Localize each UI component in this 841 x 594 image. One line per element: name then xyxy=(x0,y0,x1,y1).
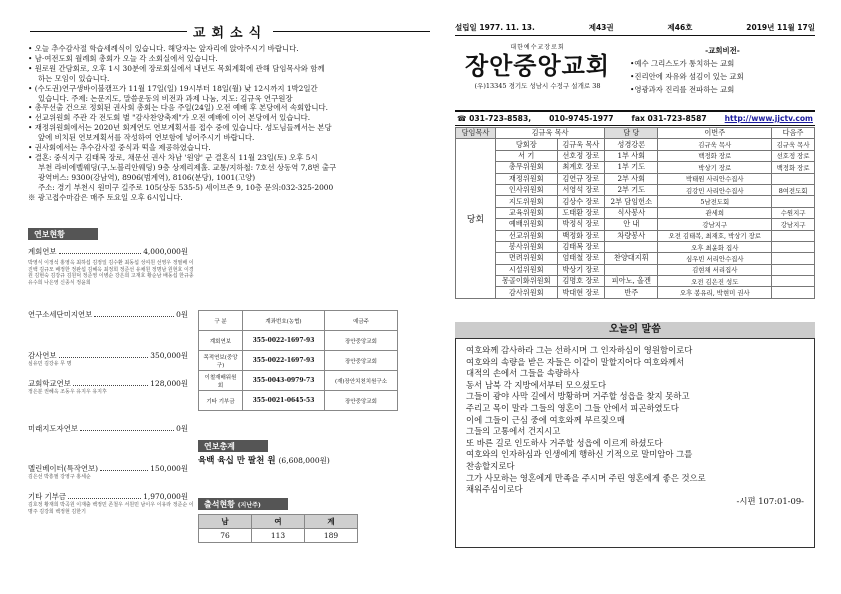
etc-row xyxy=(28,491,188,502)
committee-person: 백정화 장로 xyxy=(557,230,605,241)
total-heading: 연보총계 xyxy=(198,440,268,452)
notice-item: 광역버스: 9300(강남역), 8906(범계역), 8106(분당), 1001(고양) xyxy=(38,172,256,182)
staff-row xyxy=(456,241,815,252)
church-vision xyxy=(630,44,815,96)
tithe-label: 계회연보 xyxy=(28,247,57,256)
notice-item: 부천 라비에벨웨딩(구,노블리안웨딩) 9층 상제리제홀. 교통/지하철: 7호선 상동역 7,8번 출구 xyxy=(38,162,337,172)
attendance-header-total: 계 xyxy=(305,515,358,529)
staff-row xyxy=(456,264,815,275)
offering-research xyxy=(28,309,188,320)
staff-row xyxy=(456,162,815,173)
duty-person: 김규욱 목사 xyxy=(658,139,772,150)
tithe-amount: 4,000,000원 xyxy=(143,247,188,256)
church-address: (우)13345 경기도 성남시 수정구 설개로 38 xyxy=(474,82,601,90)
committee-name: 선교위원회 xyxy=(496,230,558,241)
church-name: 장안중앙교회 xyxy=(464,52,611,80)
website-link[interactable]: http://www.jjctv.com xyxy=(724,114,813,123)
duty-person: 수원지구 xyxy=(772,207,815,218)
account-number: 355-0043-0979-73 xyxy=(243,371,325,391)
scripture-line: 대적의 손에서 그들을 속량하사 xyxy=(466,368,580,379)
scripture-line: 주리고 목이 말라 그들의 영혼이 그들 안에서 피곤하였도다 xyxy=(466,402,679,413)
duty-person: 오후 최윤화 집사 xyxy=(658,241,772,252)
committee-person: 김연규 장로 xyxy=(557,173,605,184)
offering-tithe xyxy=(28,246,198,286)
etc-names: 김호정 황재희 박곡원 이재출 백정민 존철우 서원민 남이우 이유라 정준순 이명주 김강희 백정현 김한기 xyxy=(28,502,194,515)
notice-item: 앞에 비치된 연보계획서를 작성하여 연보함에 넣어주시기 바랍니다. xyxy=(38,133,255,143)
committee-name: 면려위원회 xyxy=(496,253,558,264)
duty-person: 김규욱 목사 xyxy=(772,139,815,150)
thanks-amount: 350,000원 xyxy=(150,351,188,360)
staff-row xyxy=(456,139,815,150)
staff-header-cell: 담 당 xyxy=(605,128,658,139)
account-table xyxy=(198,310,398,411)
building-row xyxy=(28,378,188,389)
tithe-row xyxy=(28,246,188,257)
duty-person: 관세희 xyxy=(658,207,772,218)
committee-name: 교육위원회 xyxy=(496,207,558,218)
committee-name: 재정위원회 xyxy=(496,173,558,184)
vision-line: •영광과자 진리를 전파하는 교회 xyxy=(630,85,735,94)
staff-row xyxy=(456,253,815,264)
todays-word-heading: 오늘의 말씀 xyxy=(455,322,815,338)
account-type: 이철재배워원회 xyxy=(199,371,243,391)
duty-name: 2부 기도 xyxy=(605,184,658,195)
duty-person: 백정화 장로 xyxy=(772,162,815,173)
attendance-heading-text: 출석현황 xyxy=(204,499,235,509)
denomination: 대한예수교장로회 xyxy=(510,44,565,51)
staff-row xyxy=(456,173,815,184)
account-row xyxy=(199,371,398,391)
duty-person: 강남지구 xyxy=(772,219,815,230)
duty-person: 김현채 서리집사 xyxy=(658,264,772,275)
notice-item: • 재정위원회에서는 2020년 회계연도 연보계획서를 접수 중에 있습니다. 성도님들께서는 본당 xyxy=(28,123,332,133)
notice-item: • 남·여전도회 월례회 총회가 오늘 각 소회실에서 있습니다. xyxy=(28,53,218,63)
mercy-label: 멜린베이터(특작연보) xyxy=(28,464,99,473)
scripture-line: 이에 그들이 근심 중에 여호와께 부르짖으매 xyxy=(466,414,625,425)
committee-name: 감사위원회 xyxy=(496,287,558,298)
vision-title: -교회비전- xyxy=(705,46,740,55)
duty-person xyxy=(772,276,815,287)
mercy-names: 김은선 박흥필 강영구 홍세순 xyxy=(28,474,91,480)
attendance-sub: (지난주) xyxy=(237,502,261,509)
research-label: 연구소세단미지연보 xyxy=(28,310,93,319)
duty-person xyxy=(772,253,815,264)
scripture-line: 동서 남북 각 지방에서부터 모으셨도다 xyxy=(466,379,607,390)
staff-header-cell: 다음주 xyxy=(772,128,815,139)
attendance-male: 76 xyxy=(199,529,252,543)
duty-person: 선호정 장로 xyxy=(772,150,815,161)
staff-row xyxy=(456,196,815,207)
notices-list xyxy=(28,44,448,203)
duty-name: 안 내 xyxy=(605,219,658,230)
committee-name: 당회장 xyxy=(496,139,558,150)
notice-item: • 총무선출 건으로 정회된 권사회 총회는 다음 주일(24일) 오전 예배 후 본당에서 속회합니다. xyxy=(28,103,328,113)
committee-name: 몽골이화위원회 xyxy=(496,276,558,287)
duty-name: 반주 xyxy=(605,287,658,298)
committee-person: 선호정 장로 xyxy=(557,150,605,161)
committee-person: 박정식 장로 xyxy=(557,219,605,230)
staff-header-cell: 담임목사 xyxy=(456,128,496,139)
session-label: 당회 xyxy=(456,139,496,298)
committee-name: 총무위원회 xyxy=(496,162,558,173)
mission-amount: 0원 xyxy=(176,424,188,433)
notice-item: 주소: 경기 부천시 원미구 길주로 105(상동 535-5) 세이브존 9, 10층 문의:032-325-2000 xyxy=(38,182,334,192)
duty-person: 오전 김태복, 최재호, 박상기 장로 xyxy=(658,230,772,241)
todays-word xyxy=(455,338,815,548)
duty-person xyxy=(772,173,815,184)
duty-name: 1부 기도 xyxy=(605,162,658,173)
committee-name: 예배위원회 xyxy=(496,219,558,230)
issue: 제46호 xyxy=(667,23,693,32)
scripture-line: 채워주심이로다 xyxy=(466,484,523,495)
duty-name xyxy=(605,241,658,252)
scripture-line: 여호와께 감사하라 그는 선하시며 그 인자하심이 영원함이로다 xyxy=(466,345,693,355)
thanks-label: 감사연보 xyxy=(28,351,57,360)
committee-person: 김태복 장로 xyxy=(557,241,605,252)
committee-person: 박상기 장로 xyxy=(557,264,605,275)
duty-person xyxy=(772,196,815,207)
duty-name xyxy=(605,264,658,275)
notice-item: 하는 모임이 있습니다. xyxy=(38,73,110,83)
tithe-names: 박영식 이정석 홍영옥 최하섭 김정일 김수환 최동섭 성여원 선영우 정필배 이진백 김규모 배정한 정완섭 김혜옥 최정희 정준선 유채원 정명남 원현호 이경원 김현숙 김강규 김원덕 정준영 이병순 강은희 고재호 황순남 배동섭 한규종 유수희 나은영 신종식 정윤희 xyxy=(28,260,194,286)
committee-person: 박대현 장로 xyxy=(557,287,605,298)
staff-row xyxy=(456,230,815,241)
account-number: 355-0022-1697-93 xyxy=(243,351,325,371)
account-holder: (재)장안치천치원구소 xyxy=(325,371,398,391)
scripture-line: 그들의 고통에서 건지시고 xyxy=(466,426,561,437)
mission-row xyxy=(28,423,188,434)
account-row xyxy=(199,351,398,371)
duty-person: 강남지구 xyxy=(658,219,772,230)
duty-person xyxy=(772,287,815,298)
building-label: 교회학교연보 xyxy=(28,379,71,388)
staff-row xyxy=(456,207,815,218)
scripture-reference: -시편 107:01-09- xyxy=(736,495,804,506)
fax: fax 031-723-8587 xyxy=(631,114,707,123)
offering-mercy xyxy=(28,463,188,481)
committee-name: 지도위원회 xyxy=(496,196,558,207)
duty-person: 5남전도회 xyxy=(658,196,772,207)
offering-building xyxy=(28,378,188,396)
staff-header-cell: 이번주 xyxy=(658,128,772,139)
vision-line: •예수 그리스도가 통치하는 교회 xyxy=(630,59,735,68)
account-row xyxy=(199,331,398,351)
staff-row xyxy=(456,150,815,161)
duty-person: 8여전도회 xyxy=(772,184,815,195)
notice-item: • 결혼: 중식지구 김태복 장로, 채문선 권사 차남 '원양' 군 결혼식 11월 23일(토) 오후 5시 xyxy=(28,152,318,162)
duty-name: 피아노, 올겐 xyxy=(605,276,658,287)
duty-name: 1부 사회 xyxy=(605,150,658,161)
committee-person: 도태환 장로 xyxy=(557,207,605,218)
notice-item: • 권사회에서는 추수감사절 중식과 떡을 제공하였습니다. xyxy=(28,143,211,153)
attendance-heading xyxy=(198,498,288,510)
notice-item: • 원로원 간담회로, 오후 1시 30분에 장로회실에서 내년도 목회계획에 관해 담임목사와 함께 xyxy=(28,63,325,73)
notice-item: ※ 광고접수마감은 매주 토요일 오후 6시입니다. xyxy=(28,192,183,202)
building-names: 정은분 권혜옥 조동우 유지우 유지후 xyxy=(28,389,107,395)
attendance-female: 113 xyxy=(252,529,305,543)
duty-person: 김강민 사리안수집사 xyxy=(658,184,772,195)
staff-header-row xyxy=(456,128,815,139)
notice-item: • 선교위원회 주관 각 전도회 별 "감사찬양축제"가 오전 예배에 이어 본당에서 있습니다. xyxy=(28,113,311,123)
account-header: 계좌번호(농협) xyxy=(243,311,325,331)
founded-date: 설립일 1977. 11. 13. xyxy=(455,23,535,32)
total-amount: (6,608,000원) xyxy=(278,456,330,465)
mercy-row xyxy=(28,463,188,474)
etc-amount: 1,970,000원 xyxy=(143,492,188,501)
volume: 제43권 xyxy=(588,23,614,32)
staff-row xyxy=(456,276,815,287)
committee-person: 서영석 장로 xyxy=(557,184,605,195)
offering-heading: 연보현황 xyxy=(28,228,98,240)
contact-bar xyxy=(455,110,815,126)
duty-person: 심우빈 서리안수집사 xyxy=(658,253,772,264)
thanks-row xyxy=(28,350,188,361)
total-text: 육백 육십 만 팔천 원 xyxy=(198,456,276,466)
duty-person xyxy=(772,241,815,252)
duty-person: 백정화 장로 xyxy=(658,150,772,161)
mission-label: 미래지도자연보 xyxy=(28,424,78,433)
research-row xyxy=(28,309,188,320)
duty-name: 2부 담임헌소 xyxy=(605,196,658,207)
account-number: 355-0022-1697-93 xyxy=(243,331,325,351)
committee-person: 김명호 장로 xyxy=(557,276,605,287)
duty-person xyxy=(772,264,815,275)
scripture-line: 찬송할지로다 xyxy=(466,460,515,471)
committee-name: 서 기 xyxy=(496,150,558,161)
account-number: 355-0021-0645-53 xyxy=(243,391,325,411)
mobile: 010-9745-1977 xyxy=(549,114,614,123)
scripture-line: 여호와의 속량을 받은 자들은 이같이 말할지어다 여호와께서 xyxy=(466,356,685,367)
news-title-text: 교회소식 xyxy=(192,25,268,41)
attendance-header-male: 남 xyxy=(199,515,252,529)
notice-item: • (수도권)연구생바이블캠프가 11월 17일(일) 19시부터 18일(월) 낮 12시까지 1박2일간 xyxy=(28,83,318,93)
account-header: 예금주 xyxy=(325,311,398,331)
scripture-line: 또 바른 길로 인도하사 거주할 성읍에 이르게 하셨도다 xyxy=(466,437,663,448)
notice-item: 있습니다. 주제: 논문지도, 말씀운동의 비전과 과제 나눔, 지도: 김규욱 연구원장 xyxy=(38,93,293,103)
scripture-line: 그들이 광야 사막 길에서 방황하며 거주할 성읍을 찾지 못하고 xyxy=(466,391,690,402)
duty-person xyxy=(772,230,815,241)
committee-person: 김규욱 목사 xyxy=(557,139,605,150)
account-holder: 장안중앙교회 xyxy=(325,351,398,371)
duty-name: 식사봉사 xyxy=(605,207,658,218)
mercy-amount: 150,000원 xyxy=(150,464,188,473)
scripture-line: 여호와의 인자하심과 인생에게 행하신 기적으로 말미암아 그를 xyxy=(466,449,693,460)
account-row xyxy=(199,391,398,411)
staff-row xyxy=(456,184,815,195)
committee-person: 최계호 장로 xyxy=(557,162,605,173)
account-type: 기타 기부금 xyxy=(199,391,243,411)
duty-person: 오후 봉유리, 박현미 권사 xyxy=(658,287,772,298)
masthead-line xyxy=(455,22,815,36)
duty-person: 오전 김은진 성도 xyxy=(658,276,772,287)
duty-name: 차량봉사 xyxy=(605,230,658,241)
attendance-total: 189 xyxy=(305,529,358,543)
scripture-line: 그가 사모하는 영혼에게 만족을 주시며 주린 영혼에게 좋은 것으로 xyxy=(466,472,706,483)
issue-date: 2019년 11월 17일 xyxy=(746,23,815,32)
committee-name: 봉사위원회 xyxy=(496,241,558,252)
duty-person: 박태원 사리안수집사 xyxy=(658,173,772,184)
etc-label: 기타 기부금 xyxy=(28,492,67,501)
duty-name: 2부 사회 xyxy=(605,173,658,184)
total-line xyxy=(198,454,330,466)
account-holder: 장안중앙교회 xyxy=(325,391,398,411)
duty-person: 박상기 장로 xyxy=(658,162,772,173)
staff-header-cell: 김규욱 목사 xyxy=(496,128,605,139)
committee-person: 엄태철 장로 xyxy=(557,253,605,264)
staff-table xyxy=(455,127,815,299)
attendance-header-female: 여 xyxy=(252,515,305,529)
vision-line: •진리안에 자유와 섬김이 있는 교회 xyxy=(630,72,744,81)
research-amount: 0원 xyxy=(176,310,188,319)
staff-row xyxy=(456,219,815,230)
notice-item: • 오늘 추수감사절 학습세례식이 있습니다. 해당자는 앞자리에 앉아주시기 바랍니다. xyxy=(28,44,299,53)
committee-name: 시설위원회 xyxy=(496,264,558,275)
thanks-names: 심유민 김강유 무 명 xyxy=(28,361,72,367)
account-header: 구 분 xyxy=(199,311,243,331)
attendance-table xyxy=(198,514,358,543)
committee-name: 인사위원회 xyxy=(496,184,558,195)
offering-etc xyxy=(28,491,198,515)
staff-row xyxy=(456,287,815,298)
phone: ☎ 031-723-8583, xyxy=(457,114,532,123)
committee-person: 김상수 장로 xyxy=(557,196,605,207)
duty-name: 성경강론 xyxy=(605,139,658,150)
account-holder: 장안중앙교회 xyxy=(325,331,398,351)
offering-mission xyxy=(28,423,188,434)
account-type: 계회연보 xyxy=(199,331,243,351)
building-amount: 128,000원 xyxy=(150,379,188,388)
church-logo xyxy=(460,42,615,90)
duty-name: 찬양대지휘 xyxy=(605,253,658,264)
account-type: 목적연보(중앙구) xyxy=(199,351,243,371)
offering-thanks xyxy=(28,350,188,368)
news-title xyxy=(30,22,430,40)
